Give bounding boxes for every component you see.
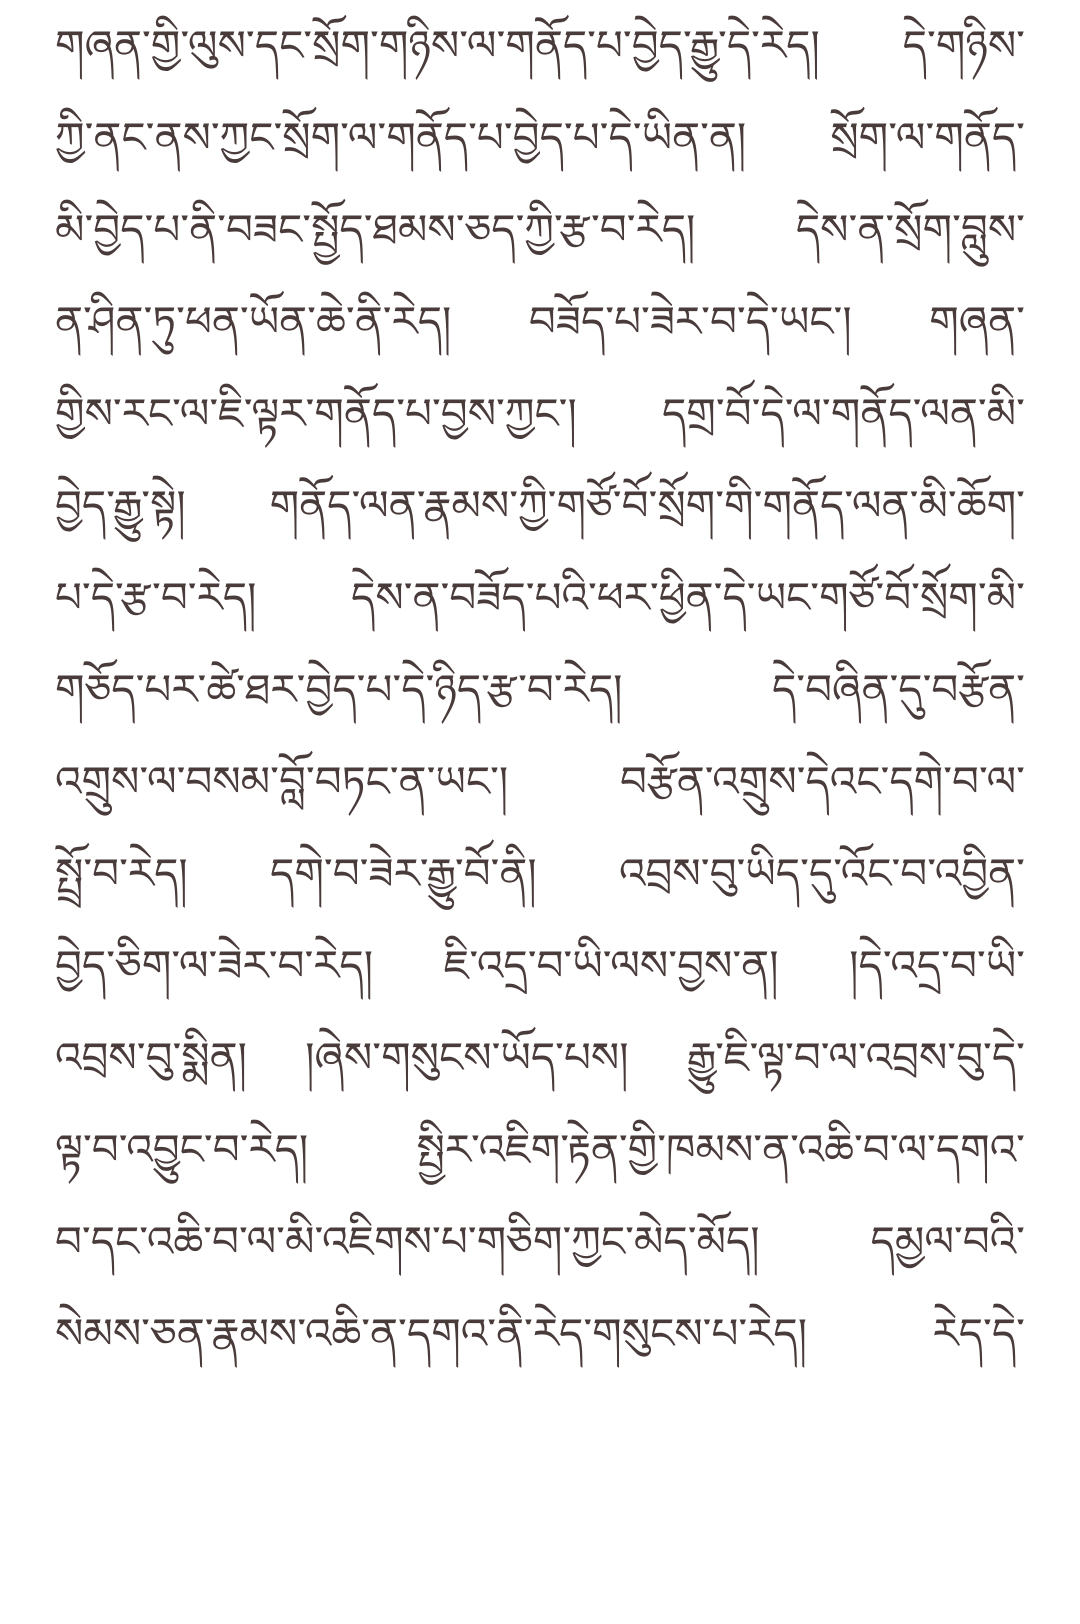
text-line: བྱེད་ཅིག་ལ་ཟེར་བ་རེད། ཇི་འདྲ་བ་ཡི་ལས་བྱས་ན། །དེ་འདྲ་བ་ཡི་ <box>55 941 1025 990</box>
text-line: འགྲུས་ལ་བསམ་བློ་བཏང་ན་ཡང་། བརྩོན་འགྲུས་དེའང་དགེ་བ་ལ་ <box>55 757 1025 806</box>
text-line: བྱེད་རྒྱུ་སྟེ། གནོད་ལན་རྣམས་ཀྱི་གཙོ་བོ་སྲོག་གི་གནོད་ལན་མི་ཆོག་ <box>55 481 1025 530</box>
text-line: སྤྲོ་བ་རེད། དགེ་བ་ཟེར་རྒྱུ་བོ་ནི། འབྲས་བུ་ཡིད་དུ་འོང་བ་འབྱིན་ <box>55 849 1025 898</box>
text-line: བ་དང་འཆི་བ་ལ་མི་འཇིགས་པ་གཅིག་ཀྱང་མེད་མོད། དམྱལ་བའི་ <box>55 1217 1025 1266</box>
text-line: གཅོད་པར་ཚེ་ཐར་བྱེད་པ་དེ་ཉིད་རྩ་བ་རེད། དེ་བཞིན་དུ་བརྩོན་ <box>55 665 1025 714</box>
text-line: མི་བྱེད་པ་ནི་བཟང་སྤྱོད་ཐམས་ཅད་ཀྱི་རྩ་བ་རེད། དེས་ན་སྲོག་བླུས་ <box>55 205 1025 254</box>
text-line: འབྲས་བུ་སྨིན། །ཞེས་གསུངས་ཡོད་པས། རྒྱུ་ཇི་ལྟ་བ་ལ་འབྲས་བུ་དེ་ <box>55 1033 1025 1082</box>
text-line: ལྟ་བ་འབྱུང་བ་རེད། སྤྱིར་འཇིག་རྟེན་གྱི་ཁམས་ན་འཆི་བ་ལ་དགའ་ <box>55 1125 1025 1174</box>
text-line: ན་ཤིན་ཏུ་ཕན་ཡོན་ཆེ་ནི་རེད། བཟོད་པ་ཟེར་བ་དེ་ཡང་། གཞན་ <box>55 297 1025 346</box>
text-line: པ་དེ་རྩ་བ་རེད། དེས་ན་བཟོད་པའི་ཕར་ཕྱིན་དེ་ཡང་གཙོ་བོ་སྲོག་མི་ <box>55 573 1025 622</box>
text-line: སེམས་ཅན་རྣམས་འཆི་ན་དགའ་ནི་རེད་གསུངས་པ་རེད། རེད་དེ་ <box>55 1309 1025 1358</box>
text-column <box>55 0 1025 1380</box>
text-line: གཞན་གྱི་ལུས་དང་སྲོག་གཉིས་ལ་གནོད་པ་བྱེད་རྒྱུ་དེ་རེད། དེ་གཉིས་ <box>55 21 1025 70</box>
text-line: གྱིས་རང་ལ་ཇི་ལྟར་གནོད་པ་བྱས་ཀྱང་། དགྲ་བོ་དེ་ལ་གནོད་ལན་མི་ <box>55 389 1025 438</box>
text-line: ཀྱི་ནང་ནས་ཀྱང་སྲོག་ལ་གནོད་པ་བྱེད་པ་དེ་ཡིན་ན། སྲོག་ལ་གནོད་ <box>55 113 1025 162</box>
